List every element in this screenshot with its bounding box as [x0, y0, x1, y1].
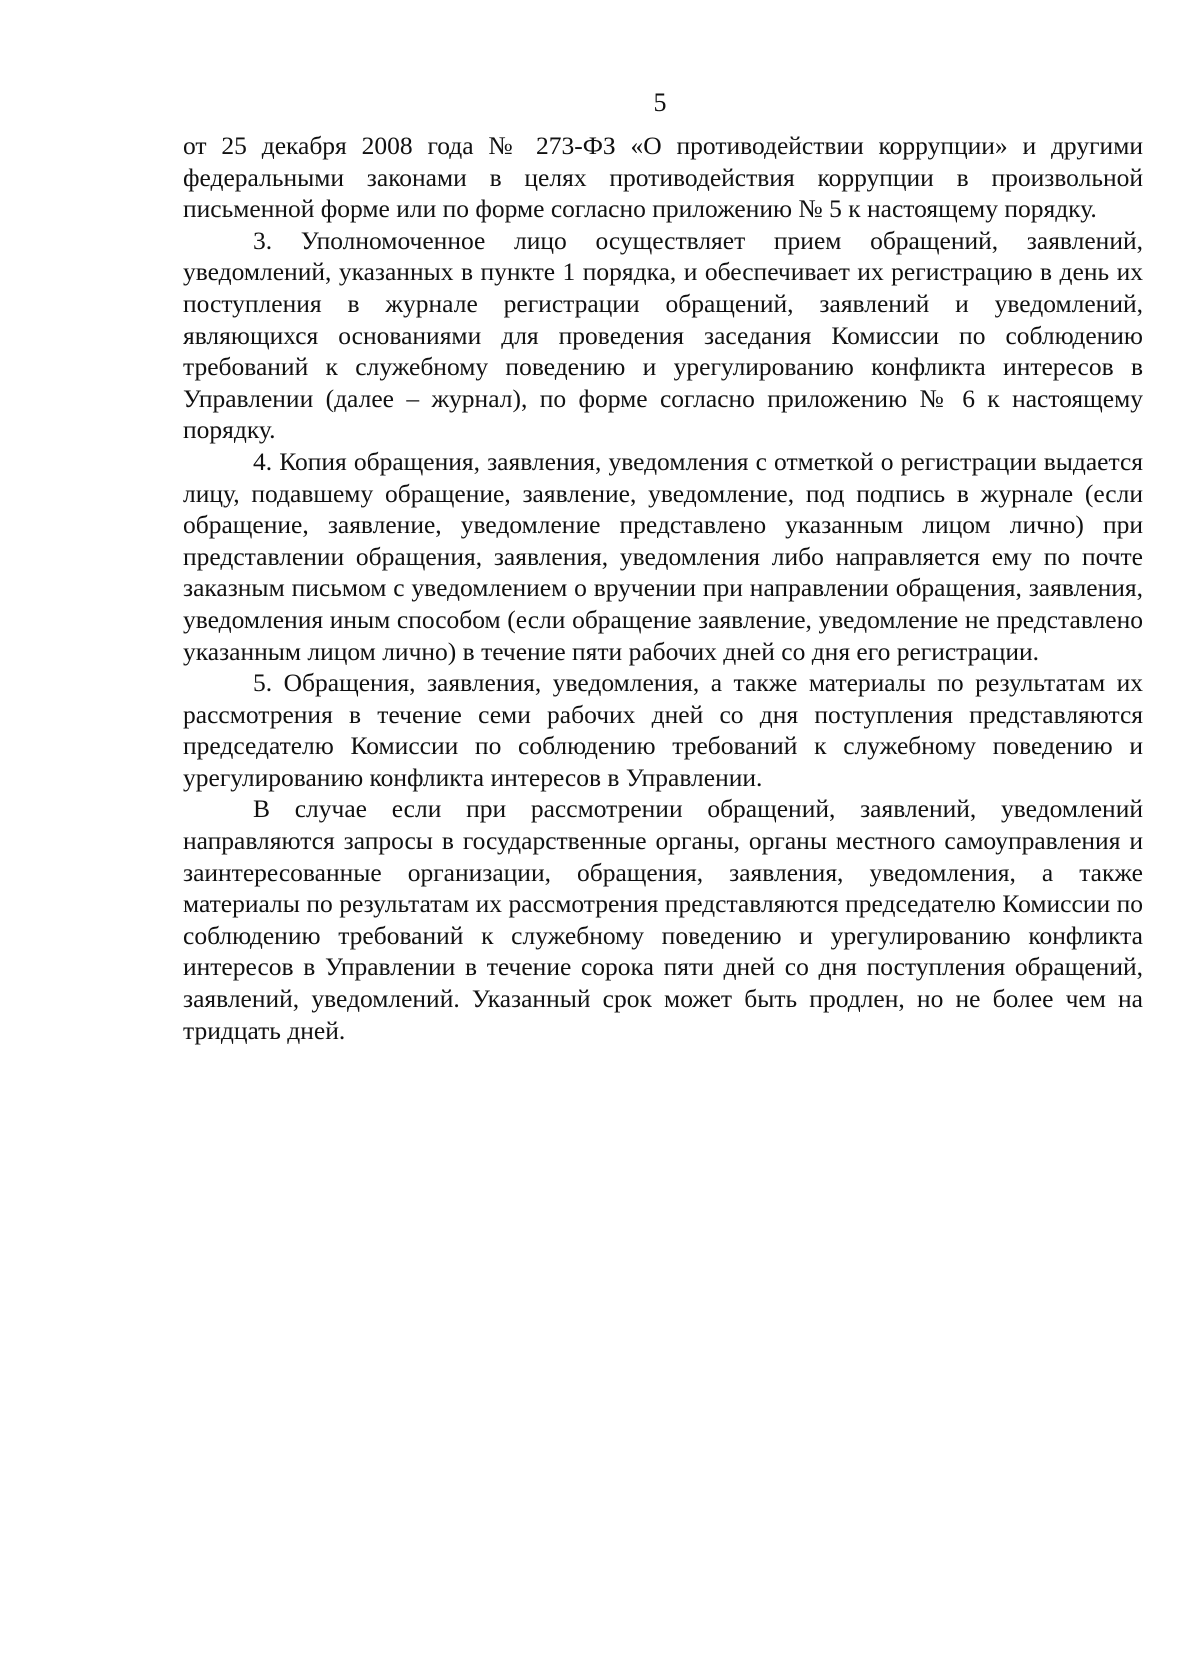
document-body — [183, 130, 1143, 1046]
page-number: 5 — [653, 88, 667, 117]
paragraph-item-4: 4. Копия обращения, заявления, уведомления с отметкой о регистрации выдается лицу, подавшему обращение, заявление, уведомление, под подпись в журнале (если обращение, заявление, уведомление представлено указанным лицом лично) при представлении обращения, заявления, уведомления либо направляется ему по почте заказным письмом с уведомлением о вручении при направлении обращения, заявления, уведомления иным способом (если обращение заявление, уведомление не представлено указанным лицом лично) в течение пяти рабочих дней со дня его регистрации. — [183, 446, 1143, 666]
paragraph-item-3: 3. Уполномоченное лицо осуществляет прием обращений, заявлений, уведомлений, указанных в пункте 1 порядка, и обеспечивает их регистрацию в день их поступления в журнале регистрации обращений, заявлений и уведомлений, являющихся основаниями для проведения заседания Комиссии по соблюдению требований к служебному поведению и урегулированию конфликта интересов в Управлении (далее – журнал), по форме согласно приложению № 6 к настоящему порядку. — [183, 225, 1143, 445]
paragraph-item-5-extension: В случае если при рассмотрении обращений, заявлений, уведомлений направляются запросы в государственные органы, органы местного самоуправления и заинтересованные организации, обращения, заявления, уведомления, а также материалы по результатам их рассмотрения представляются председателю Комиссии по соблюдению требований к служебному поведению и урегулированию конфликта интересов в Управлении в течение сорока пяти дней со дня поступления обращений, заявлений, уведомлений. Указанный срок может быть продлен, но не более чем на тридцать дней. — [183, 794, 1143, 1045]
paragraph-continuation: от 25 декабря 2008 года № 273-ФЗ «О противодействии коррупции» и другими федеральными законами в целях противодействия коррупции в произвольной письменной форме или по форме согласно приложению № 5 к настоящему порядку. — [183, 131, 1143, 224]
paragraph-item-5: 5. Обращения, заявления, уведомления, а также материалы по результатам их рассмотрения в течение семи рабочих дней со дня поступления представляются председателю Комиссии по соблюдению требований к служебному поведению и урегулированию конфликта интересов в Управлении. — [183, 668, 1143, 792]
